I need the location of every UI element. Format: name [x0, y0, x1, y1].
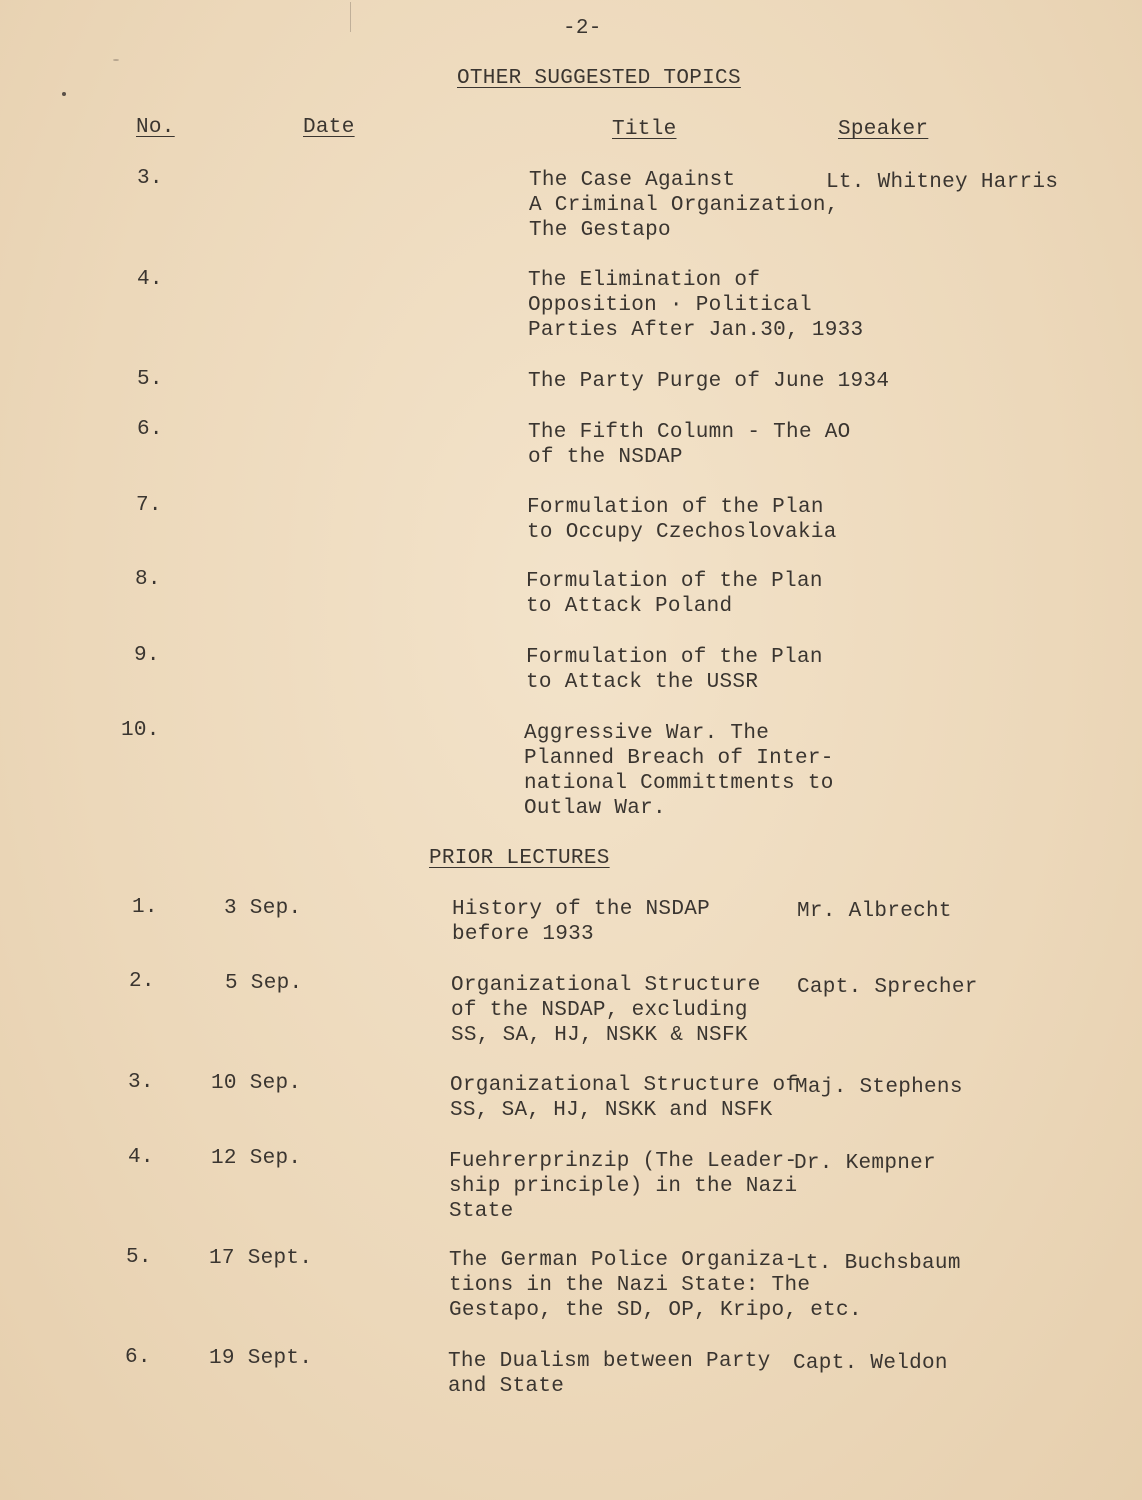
- column-header-title: Title: [612, 118, 677, 141]
- topic-title: Formulation of the Plan to Attack Poland: [526, 570, 823, 618]
- lecture-date: 19 Sept.: [209, 1347, 313, 1370]
- lecture-title: The Dualism between Party and State: [448, 1350, 771, 1398]
- lecture-number: 2.: [129, 970, 155, 993]
- topic-title: The Elimination of Opposition · Political Parties After Jan.30, 1933: [528, 269, 864, 342]
- topic-title: Formulation of the Plan to Occupy Czechoslovakia: [527, 496, 837, 544]
- lecture-title: Organizational Structure of SS, SA, HJ, NSKK and NSFK: [450, 1074, 799, 1122]
- lecture-number: 6.: [125, 1346, 151, 1369]
- column-header-no: No.: [136, 116, 175, 139]
- topic-title: The Party Purge of June 1934: [528, 370, 890, 393]
- topic-number: 7.: [136, 494, 162, 517]
- lecture-speaker: Capt. Sprecher: [797, 976, 978, 999]
- topic-number: 9.: [134, 644, 160, 667]
- topic-number: 10.: [121, 719, 160, 742]
- topic-title: The Case Against A Criminal Organization, The Gestapo: [529, 169, 839, 242]
- paper-mark: [350, 2, 351, 32]
- lecture-title: History of the NSDAP before 1933: [452, 898, 711, 946]
- lecture-speaker: Lt. Buchsbaum: [793, 1252, 961, 1275]
- topic-number: 5.: [137, 368, 163, 391]
- column-header-date: Date: [303, 116, 355, 139]
- paper-speck: [62, 92, 66, 96]
- topic-title: The Fifth Column - The AO of the NSDAP: [528, 421, 851, 469]
- lecture-date: 3 Sep.: [224, 897, 302, 920]
- lecture-speaker: Dr. Kempner: [794, 1152, 936, 1175]
- lecture-title: Fuehrerprinzip (The Leader- ship principle) in the Nazi State: [449, 1150, 798, 1223]
- prior-lectures-heading: PRIOR LECTURES: [429, 847, 610, 870]
- lecture-title: Organizational Structure of the NSDAP, excluding SS, SA, HJ, NSKK & NSFK: [451, 974, 761, 1047]
- lecture-number: 1.: [132, 896, 158, 919]
- topic-title: Formulation of the Plan to Attack the USSR: [526, 646, 823, 694]
- lecture-title: The German Police Organiza- tions in the Nazi State: The Gestapo, the SD, OP, Kripo, etc.: [449, 1249, 862, 1322]
- topic-number: 4.: [137, 268, 163, 291]
- topic-speaker: Lt. Whitney Harris: [826, 171, 1059, 194]
- topic-number: 6.: [137, 418, 163, 441]
- lecture-date: 10 Sep.: [211, 1072, 302, 1095]
- lecture-speaker: Mr. Albrecht: [797, 900, 952, 923]
- lecture-number: 3.: [128, 1071, 154, 1094]
- page-number: -2-: [563, 17, 602, 40]
- lecture-number: 4.: [128, 1146, 154, 1169]
- column-header-speaker: Speaker: [838, 118, 929, 141]
- paper-speck: [113, 59, 119, 61]
- topic-number: 8.: [135, 568, 161, 591]
- lecture-number: 5.: [126, 1246, 152, 1269]
- lecture-speaker: Capt. Weldon: [793, 1352, 948, 1375]
- topic-number: 3.: [137, 167, 163, 190]
- lecture-date: 5 Sep.: [225, 972, 303, 995]
- lecture-speaker: Maj. Stephens: [795, 1076, 963, 1099]
- lecture-date: 17 Sept.: [209, 1247, 313, 1270]
- other-topics-heading: OTHER SUGGESTED TOPICS: [457, 67, 741, 90]
- topic-title: Aggressive War. The Planned Breach of Inter- national Committments to Outlaw War.: [524, 722, 834, 820]
- lecture-date: 12 Sep.: [211, 1147, 302, 1170]
